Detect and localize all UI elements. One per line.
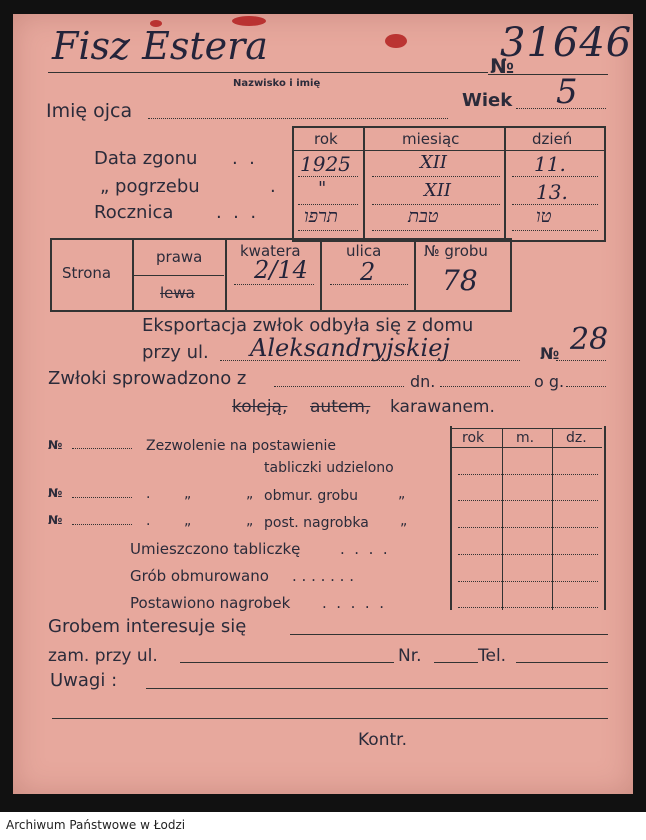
- dates-col-day: dzień: [532, 130, 573, 148]
- exportation-nr-label: №: [540, 344, 560, 363]
- dates-divider: [363, 126, 365, 240]
- exportation-street-line: [220, 360, 520, 361]
- anniversary-label: Rocznica: [94, 202, 174, 223]
- permit-ditto: „: [398, 486, 406, 502]
- grave-quarter-label: kwatera: [240, 242, 301, 260]
- burial-day: 13.: [536, 180, 568, 204]
- age-line: [516, 108, 606, 109]
- tombstone-placed-label: Postawiono nagrobek: [130, 594, 291, 612]
- permit-ditto: „: [246, 486, 254, 502]
- interested-party-line: [290, 634, 608, 635]
- grave-street-value: 2: [360, 258, 376, 286]
- grave-number-value: 78: [442, 264, 478, 297]
- grave-number-label: № grobu: [424, 242, 488, 260]
- number-label: №: [490, 54, 515, 78]
- name-underline: [48, 72, 488, 73]
- permits-row-line: [458, 500, 598, 501]
- permits-col-month: m.: [516, 430, 535, 446]
- father-name-line: [148, 118, 448, 119]
- archive-credit: Archiwum Państwowe w Łodzi: [6, 818, 186, 832]
- grave-side-label: Strona: [62, 264, 112, 282]
- permit-number-line: [72, 448, 132, 449]
- permit-ditto: „: [184, 513, 192, 529]
- transport-day-line: [440, 386, 530, 387]
- dates-col-year: rok: [314, 130, 338, 148]
- age-label: Wiek: [462, 90, 513, 111]
- permits-header-line: [452, 447, 602, 448]
- dates-row-line: [298, 176, 358, 177]
- permit-dot: .: [146, 486, 151, 502]
- dates-row-line: [372, 204, 500, 205]
- dates-row-line: [512, 176, 598, 177]
- permit-number-sign: №: [48, 513, 63, 527]
- grave-side-left: lewa: [160, 284, 195, 302]
- transport-label: Zwłoki sprowadzono z: [48, 368, 247, 389]
- permits-header-line: [452, 428, 602, 429]
- exportation-nr-value: 28: [570, 322, 609, 357]
- grave-divider: [132, 238, 134, 310]
- permits-row-line: [458, 527, 598, 528]
- permits-row-line: [458, 581, 598, 582]
- death-month: XII: [420, 152, 448, 173]
- address-nr-line: [434, 662, 478, 663]
- age-value: 5: [556, 72, 578, 112]
- exportation-text: Eksportacja zwłok odbyła się z domu: [142, 315, 474, 336]
- dates-divider: [504, 126, 506, 240]
- dates-row-line: [512, 230, 598, 231]
- grave-side-right: prawa: [156, 248, 203, 266]
- transport-from-line: [274, 386, 404, 387]
- grave-walled-dots: . . . . . . .: [292, 567, 354, 585]
- transport-day-label: dn.: [410, 372, 436, 391]
- death-year: 1925: [300, 152, 351, 176]
- death-date-dots: . .: [232, 148, 255, 169]
- dates-row-line: [372, 230, 500, 231]
- grave-quarter-line: [234, 284, 314, 285]
- grave-street-label: ulica: [346, 242, 382, 260]
- transport-hour-line: [566, 386, 606, 387]
- permits-row-line: [458, 607, 598, 608]
- tombstone-placed-dots: . . . . .: [322, 594, 384, 612]
- death-day: 11.: [534, 152, 566, 176]
- notes-line-2: [52, 718, 608, 719]
- dates-row-line: [372, 176, 500, 177]
- exportation-nr-line: [556, 360, 606, 361]
- permits-col-year: rok: [462, 430, 485, 446]
- permit-number-sign: №: [48, 486, 63, 500]
- phone-line: [516, 662, 608, 663]
- permit-ditto: „: [184, 486, 192, 502]
- permit-ditto: „: [246, 513, 254, 529]
- father-name-label: Imię ojca: [46, 100, 133, 122]
- permit-tombstone-label: post. nagrobka: [264, 515, 369, 531]
- permit-walling-label: obmur. grobu: [264, 488, 358, 504]
- grave-divider: [225, 238, 227, 310]
- burial-date-dots: .: [270, 176, 276, 197]
- notes-label: Uwagi :: [50, 670, 118, 691]
- grave-quarter-value: 2/14: [254, 256, 308, 284]
- anniversary-year: תרפו: [304, 206, 338, 227]
- transport-car: autem,: [310, 397, 371, 417]
- anniversary-month: טבת: [408, 206, 439, 227]
- notes-line: [146, 688, 608, 689]
- death-date-label: Data zgonu: [94, 148, 198, 169]
- permits-divider: [552, 428, 553, 610]
- permit-plate-line1: Zezwolenie na postawienie: [146, 438, 336, 454]
- interested-party-label: Grobem interesuje się: [48, 616, 247, 637]
- permit-dot: .: [146, 513, 151, 529]
- deceased-name: Fisz Estera: [52, 24, 268, 68]
- permits-divider: [502, 428, 503, 610]
- control-label: Kontr.: [358, 730, 407, 750]
- transport-hour-label: o g.: [534, 372, 565, 391]
- ink-stain: [385, 34, 407, 48]
- burial-month: XII: [424, 180, 452, 201]
- address-label: zam. przy ul.: [48, 646, 158, 666]
- burial-year: ": [318, 178, 327, 199]
- permit-plate-line2: tabliczki udzielono: [264, 460, 394, 476]
- transport-rail: koleją,: [232, 397, 288, 417]
- dates-row-line: [298, 204, 358, 205]
- grave-street-line: [330, 284, 408, 285]
- anniversary-dots: . . .: [216, 202, 257, 223]
- name-label: Nazwisko i imię: [233, 78, 321, 89]
- plate-placed-dots: . . . .: [340, 540, 388, 558]
- phone-label: Tel.: [478, 646, 507, 666]
- grave-walled-label: Grób obmurowano: [130, 567, 269, 585]
- permit-number-sign: №: [48, 438, 63, 452]
- dates-row-line: [512, 204, 598, 205]
- number-underline: [488, 74, 608, 75]
- anniversary-day: טו: [536, 206, 552, 227]
- grave-side-divider: [134, 275, 224, 276]
- dates-col-month: miesiąc: [402, 130, 460, 148]
- exportation-street-label: przy ul.: [142, 342, 209, 363]
- permit-number-line: [72, 524, 132, 525]
- permit-ditto: „: [400, 513, 408, 529]
- plate-placed-label: Umieszczono tabliczkę: [130, 540, 301, 558]
- exportation-street-value: Aleksandryjskiej: [250, 334, 450, 362]
- record-number: 31646: [500, 20, 633, 66]
- grave-divider: [320, 238, 322, 310]
- permits-date-table: [450, 426, 606, 610]
- dates-row-line: [298, 230, 358, 231]
- burial-date-label: „ pogrzebu: [100, 176, 200, 197]
- permits-row-line: [458, 474, 598, 475]
- permit-number-line: [72, 497, 132, 498]
- dates-header-line: [292, 150, 604, 151]
- address-nr-label: Nr.: [398, 646, 422, 666]
- permits-row-line: [458, 554, 598, 555]
- transport-hearse: karawanem.: [390, 397, 495, 417]
- grave-divider: [414, 238, 416, 310]
- permits-col-day: dz.: [566, 430, 587, 446]
- address-line: [180, 662, 394, 663]
